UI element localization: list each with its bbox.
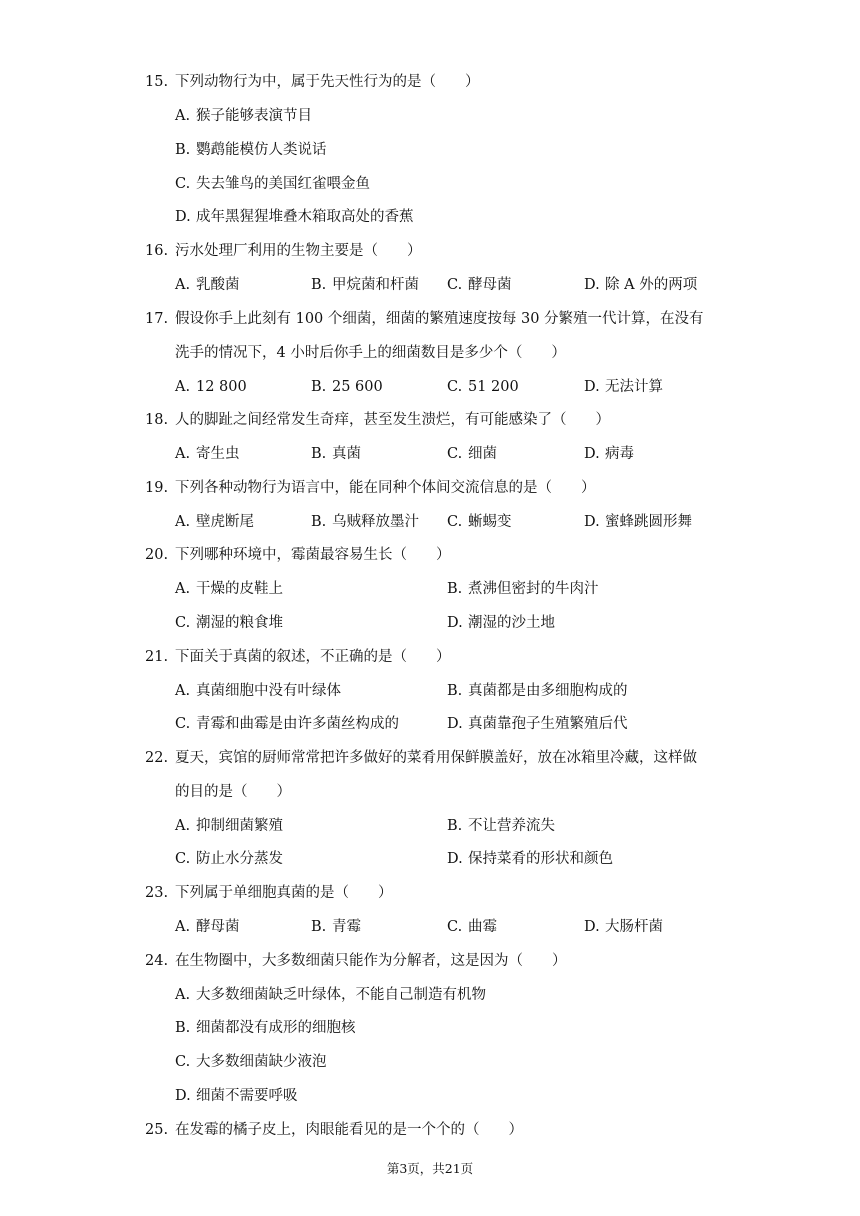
option-label: A.	[175, 919, 191, 935]
option-label: C.	[175, 716, 191, 732]
question-number: 15.	[145, 74, 169, 90]
option-a	[175, 443, 240, 465]
option-label: C.	[175, 1054, 191, 1070]
question-text: 洗手的情况下，4 小时后你手上的细菌数目是多少个（ ）	[175, 345, 566, 361]
option-a	[175, 680, 341, 702]
option-c	[447, 443, 497, 465]
question-number: 20.	[145, 547, 169, 563]
option-label: B.	[175, 142, 191, 158]
question-number: 18.	[145, 412, 169, 428]
option-b	[311, 443, 361, 465]
option-text: 大肠杆菌	[605, 919, 663, 935]
option-text: 真菌都是由多细胞构成的	[468, 683, 628, 699]
option-label: C.	[447, 379, 463, 395]
option-label: B.	[175, 1020, 191, 1036]
option-c	[447, 274, 512, 296]
option-text: 保持菜肴的形状和颜色	[468, 851, 613, 867]
option-label: A.	[175, 818, 191, 834]
option-label: B.	[311, 919, 327, 935]
option-d	[584, 443, 634, 465]
option-text: 无法计算	[605, 379, 663, 395]
question-text: 下列动物行为中，属于先天性行为的是（ ）	[175, 74, 480, 90]
option-label: B.	[311, 277, 327, 293]
option-label: A.	[175, 581, 191, 597]
option-text: 寄生虫	[196, 446, 240, 462]
option-text: 25 600	[332, 379, 383, 395]
option-text: 真菌	[332, 446, 361, 462]
question-text: 在生物圈中，大多数细菌只能作为分解者，这是因为（ ）	[175, 953, 567, 969]
option-text: 猴子能够表演节目	[196, 108, 312, 124]
option-label: A.	[175, 683, 191, 699]
option-text: 乌贼释放墨汁	[332, 514, 419, 530]
option-text: 壁虎断尾	[196, 514, 254, 530]
option-d	[447, 713, 628, 735]
option-text: 防止水分蒸发	[196, 851, 283, 867]
question-number: 17.	[145, 311, 169, 327]
option-a	[175, 815, 283, 837]
option-a	[175, 578, 283, 600]
option-label: B.	[311, 379, 327, 395]
option-text: 潮湿的沙土地	[468, 615, 555, 631]
option-text: 青霉	[332, 919, 361, 935]
option-label: B.	[311, 446, 327, 462]
question-text: 假设你手上此刻有 100 个细菌，细菌的繁殖速度按每 30 分繁殖一代计算，在没有	[175, 311, 704, 327]
option-text: 细菌不需要呼吸	[196, 1088, 298, 1104]
option-text: 酵母菌	[196, 919, 240, 935]
option-c	[447, 376, 519, 398]
option-text: 抑制细菌繁殖	[196, 818, 283, 834]
question-number: 21.	[145, 649, 169, 665]
option-label: D.	[584, 446, 600, 462]
question-text: 人的脚趾之间经常发生奇痒，甚至发生溃烂，有可能感染了（ ）	[175, 412, 610, 428]
option-text: 曲霉	[468, 919, 497, 935]
option-d	[584, 376, 663, 398]
option-label: D.	[447, 851, 463, 867]
option-text: 成年黑猩猩堆叠木箱取高处的香蕉	[196, 209, 414, 225]
option-label: B.	[447, 581, 463, 597]
option-text: 蜜蜂跳圆形舞	[605, 514, 692, 530]
option-label: C.	[447, 277, 463, 293]
option-text: 煮沸但密封的牛肉汁	[468, 581, 599, 597]
option-a	[175, 511, 254, 533]
option-b	[447, 578, 599, 600]
option-label: A.	[175, 987, 191, 1003]
option-label: A.	[175, 108, 191, 124]
option-b	[311, 916, 361, 938]
option-label: B.	[311, 514, 327, 530]
option-text: 青霉和曲霉是由许多菌丝构成的	[196, 716, 399, 732]
question-text: 下列属于单细胞真菌的是（ ）	[175, 885, 393, 901]
option-text: 细菌	[468, 446, 497, 462]
option-label: C.	[175, 615, 191, 631]
option-d	[584, 916, 663, 938]
option-d	[584, 511, 692, 533]
option-d	[584, 274, 697, 296]
option-c	[175, 612, 283, 634]
option-text: 甲烷菌和杆菌	[332, 277, 419, 293]
option-text: 真菌靠孢子生殖繁殖后代	[468, 716, 628, 732]
option-text: 51 200	[468, 379, 519, 395]
option-label: C.	[447, 919, 463, 935]
option-label: C.	[447, 446, 463, 462]
option-b	[311, 274, 419, 296]
option-label: A.	[175, 379, 191, 395]
option-text: 蜥蜴变	[468, 514, 512, 530]
option-text: 大多数细菌缺少液泡	[196, 1054, 327, 1070]
option-a	[175, 274, 240, 296]
option-a	[175, 376, 247, 398]
question-number: 16.	[145, 243, 169, 259]
option-text: 失去雏鸟的美国红雀喂金鱼	[196, 176, 370, 192]
option-text: 细菌都没有成形的细胞核	[196, 1020, 356, 1036]
option-label: D.	[447, 615, 463, 631]
option-label: D.	[584, 514, 600, 530]
option-b	[447, 815, 555, 837]
option-label: C.	[175, 851, 191, 867]
question-text: 下面关于真菌的叙述，不正确的是（ ）	[175, 649, 451, 665]
option-label: D.	[175, 1088, 191, 1104]
option-a	[175, 916, 240, 938]
option-text: 大多数细菌缺乏叶绿体，不能自己制造有机物	[196, 987, 486, 1003]
option-text: 12 800	[196, 379, 247, 395]
option-label: B.	[447, 683, 463, 699]
option-label: D.	[175, 209, 191, 225]
question-text: 在发霉的橘子皮上，肉眼能看见的是一个个的（ ）	[175, 1122, 523, 1138]
option-text: 酵母菌	[468, 277, 512, 293]
option-c	[175, 848, 283, 870]
option-label: D.	[584, 919, 600, 935]
question-number: 22.	[145, 750, 169, 766]
option-c	[175, 713, 399, 735]
option-d	[447, 612, 555, 634]
option-label: D.	[584, 379, 600, 395]
question-number: 24.	[145, 953, 169, 969]
question-number: 25.	[145, 1122, 169, 1138]
option-text: 真菌细胞中没有叶绿体	[196, 683, 341, 699]
option-label: A.	[175, 446, 191, 462]
page-footer: 第3页，共21页	[386, 1161, 474, 1176]
option-c	[447, 916, 497, 938]
option-b	[311, 511, 419, 533]
question-text: 污水处理厂利用的生物主要是（ ）	[175, 243, 422, 259]
option-text: 潮湿的粮食堆	[196, 615, 283, 631]
option-label: D.	[584, 277, 600, 293]
option-text: 不让营养流失	[468, 818, 555, 834]
option-label: C.	[175, 176, 191, 192]
option-text: 鹦鹉能模仿人类说话	[196, 142, 327, 158]
option-label: C.	[447, 514, 463, 530]
option-label: B.	[447, 818, 463, 834]
option-b	[311, 376, 383, 398]
option-text: 除 A 外的两项	[605, 277, 698, 293]
question-text: 夏天，宾馆的厨师常常把许多做好的菜肴用保鲜膜盖好，放在冰箱里冷藏，这样做	[175, 750, 697, 766]
option-label: D.	[447, 716, 463, 732]
option-text: 乳酸菌	[196, 277, 240, 293]
option-b	[447, 680, 628, 702]
question-text: 下列各种动物行为语言中，能在同种个体间交流信息的是（ ）	[175, 480, 596, 496]
option-text: 病毒	[605, 446, 634, 462]
question-text: 的目的是（ ）	[175, 784, 291, 800]
option-text: 干燥的皮鞋上	[196, 581, 283, 597]
option-label: A.	[175, 277, 191, 293]
question-number: 19.	[145, 480, 169, 496]
question-number: 23.	[145, 885, 169, 901]
option-label: A.	[175, 514, 191, 530]
option-d	[447, 848, 613, 870]
option-c	[447, 511, 512, 533]
question-text: 下列哪种环境中，霉菌最容易生长（ ）	[175, 547, 451, 563]
